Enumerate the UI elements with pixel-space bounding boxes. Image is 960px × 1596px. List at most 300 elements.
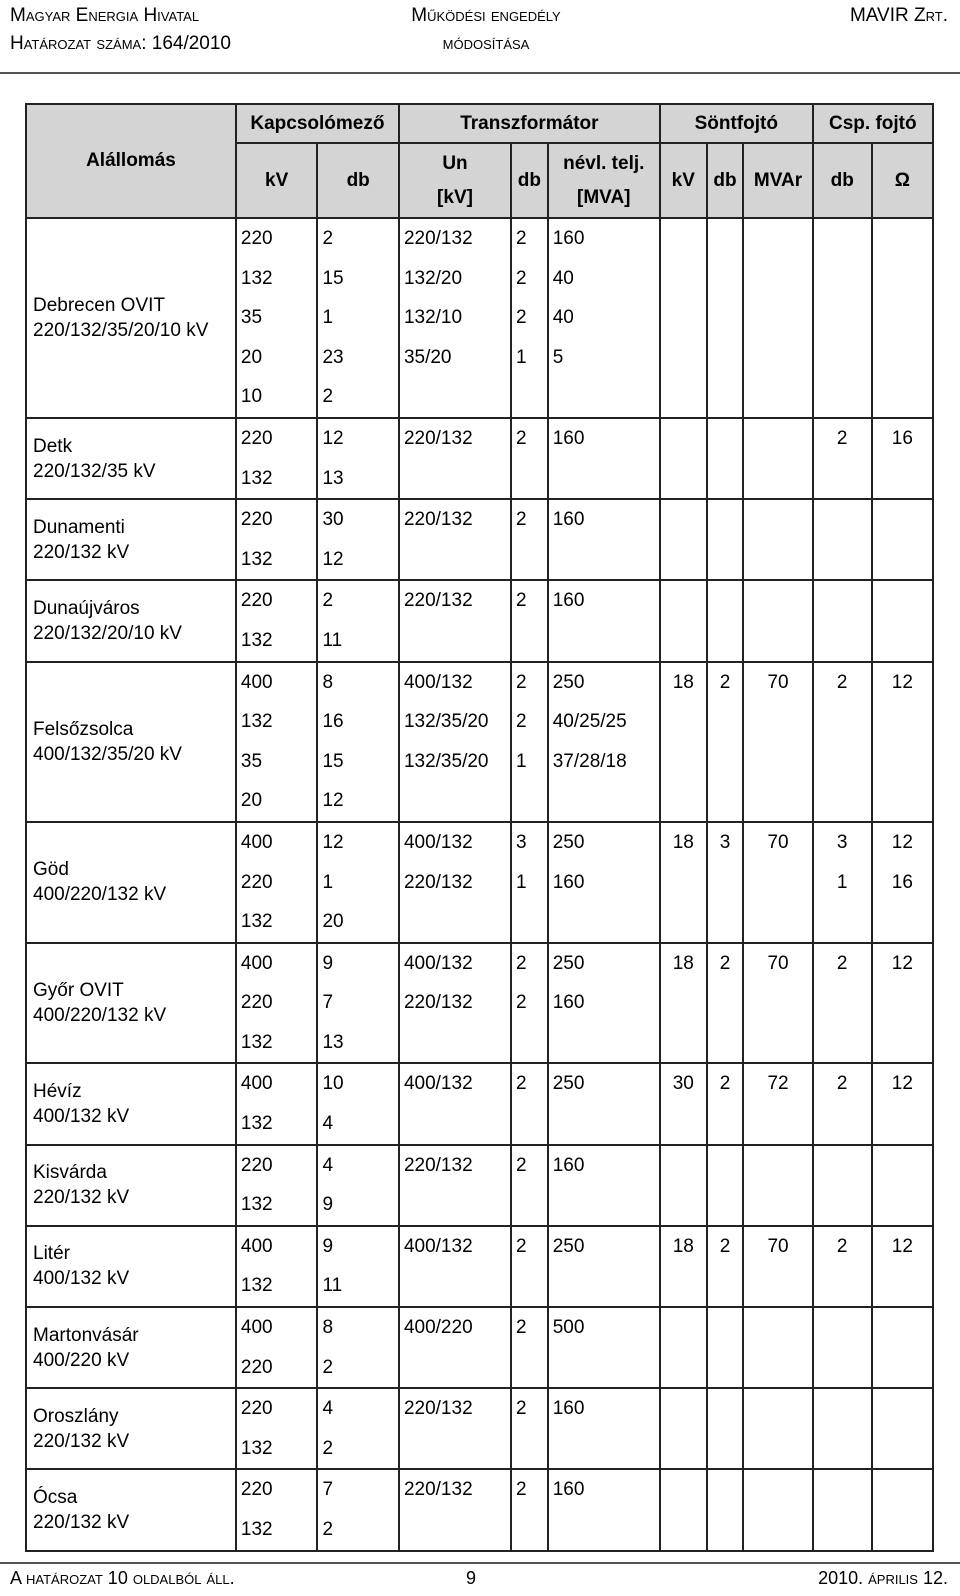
cell-switchgear-db-value: 12 — [322, 831, 344, 853]
cell-transformer-db-value — [516, 1266, 547, 1306]
cell-transformer-un — [399, 580, 511, 661]
col-header-shunt-db: db — [707, 143, 744, 218]
cell-reactor-ohm — [872, 1145, 933, 1226]
header-right — [850, 2, 948, 30]
cell-shunt-mvar — [743, 662, 812, 822]
cell-switchgear-db-value: 2 — [322, 228, 334, 249]
station-name-line: Oroszlány — [33, 1405, 119, 1427]
cell-shunt-kv — [660, 499, 707, 580]
cell-transformer-un-value: 400/132 — [403, 1235, 473, 1257]
cell-switchgear-db — [317, 662, 399, 822]
cell-switchgear-db — [317, 580, 399, 661]
cell-switchgear-kv — [236, 1145, 318, 1226]
cell-switchgear-db-value: 10 — [322, 1073, 344, 1095]
cell-transformer-un-value: 400/132 — [403, 831, 473, 853]
cell-switchgear-kv-value: 10 — [240, 386, 263, 408]
cell-switchgear-kv-value: 20 — [240, 346, 263, 368]
cell-switchgear-db-value: 4 — [322, 1154, 334, 1176]
cell-shunt-db-value — [708, 902, 743, 942]
cell-shunt-mvar-value — [744, 377, 811, 417]
cell-reactor-db — [813, 822, 872, 943]
cell-shunt-kv-value — [661, 1185, 706, 1225]
cell-reactor-ohm-value — [873, 983, 932, 1023]
cell-switchgear-kv — [236, 1388, 318, 1469]
cell-shunt-mvar-value — [744, 1266, 811, 1306]
cell-switchgear-kv — [236, 662, 318, 822]
cell-transformer-db-value — [516, 1510, 547, 1550]
cell-transformer-mva — [548, 1063, 660, 1144]
cell-switchgear-kv — [236, 1307, 318, 1388]
station-name-line: Dunamenti — [33, 516, 125, 538]
cell-reactor-db-value — [814, 1470, 871, 1510]
cell-transformer-db — [511, 1307, 548, 1388]
cell-reactor-ohm — [872, 1469, 933, 1550]
cell-transformer-mva-value: 500 — [552, 1317, 585, 1339]
cell-shunt-mvar — [743, 418, 812, 499]
cell-transformer-db — [511, 499, 548, 580]
cell-switchgear-db — [317, 1469, 399, 1550]
header-rule — [0, 72, 960, 74]
cell-shunt-mvar-value — [744, 863, 811, 903]
cell-transformer-un-value — [404, 1348, 510, 1388]
cell-transformer-db-value — [516, 1429, 547, 1469]
cell-shunt-kv-value — [661, 1266, 706, 1306]
cell-switchgear-kv — [236, 418, 318, 499]
cell-shunt-db-value — [708, 219, 743, 259]
cell-reactor-ohm — [872, 218, 933, 418]
cell-transformer-mva-value — [553, 377, 659, 417]
cell-shunt-db — [707, 1063, 744, 1144]
cell-reactor-ohm — [872, 943, 933, 1064]
cell-switchgear-kv-value: 35 — [240, 307, 263, 329]
cell-switchgear-kv — [236, 580, 318, 661]
table-row — [26, 662, 933, 822]
cell-switchgear-db-value: 15 — [322, 267, 344, 289]
cell-transformer-mva-value — [553, 1185, 659, 1225]
cell-transformer-mva — [548, 1469, 660, 1550]
cell-reactor-ohm-value: 12 — [891, 831, 913, 853]
cell-transformer-un-value: 132/35/20 — [403, 711, 489, 733]
cell-shunt-kv-value — [661, 1348, 706, 1388]
cell-transformer-un-value: 400/132 — [403, 1073, 473, 1095]
cell-transformer-mva — [548, 1307, 660, 1388]
table-row — [26, 580, 933, 661]
cell-transformer-db — [511, 943, 548, 1064]
cell-transformer-db-value: 2 — [516, 711, 527, 733]
cell-transformer-db-value — [516, 1104, 547, 1144]
cell-switchgear-db-value: 9 — [322, 1235, 334, 1257]
cell-shunt-db — [707, 662, 744, 822]
cell-shunt-db-value — [708, 259, 743, 299]
cell-reactor-ohm-value — [873, 1470, 932, 1510]
cell-transformer-un-value: 220/132 — [403, 1479, 473, 1501]
table-row — [26, 1063, 933, 1144]
cell-reactor-db-value: 1 — [836, 871, 848, 893]
cell-shunt-kv-value — [661, 1429, 706, 1469]
cell-shunt-db-value — [708, 1104, 743, 1144]
table-row — [26, 499, 933, 580]
cell-shunt-mvar — [743, 218, 812, 418]
cell-switchgear-kv-value: 35 — [240, 750, 263, 772]
header-row-groups — [26, 104, 933, 143]
cell-shunt-db — [707, 822, 744, 943]
cell-switchgear-kv — [236, 943, 318, 1064]
cell-transformer-un — [399, 499, 511, 580]
cell-transformer-un — [399, 218, 511, 418]
cell-reactor-db — [813, 1469, 872, 1550]
station-name — [26, 218, 236, 418]
cell-switchgear-kv-value: 220 — [240, 1398, 273, 1420]
cell-shunt-kv — [660, 1063, 707, 1144]
cell-reactor-ohm-value — [873, 1429, 932, 1469]
cell-shunt-mvar — [743, 1226, 812, 1307]
cell-transformer-db-value — [516, 377, 547, 417]
cell-shunt-mvar-value — [744, 1429, 811, 1469]
cell-shunt-db — [707, 580, 744, 661]
page-footer — [0, 1564, 960, 1594]
station-name-line: 220/132 kV — [33, 1187, 130, 1209]
station-name-line: 220/132 kV — [33, 1430, 130, 1452]
cell-reactor-ohm-value — [873, 1266, 932, 1306]
cell-transformer-un — [399, 418, 511, 499]
cell-transformer-mva-value — [553, 902, 659, 942]
col-header-db: db — [317, 143, 399, 218]
cell-shunt-kv-value — [661, 459, 706, 499]
cell-shunt-db-value — [708, 459, 743, 499]
cell-reactor-db-value: 3 — [836, 831, 848, 853]
cell-transformer-db-value: 2 — [516, 1073, 527, 1095]
cell-shunt-db — [707, 1226, 744, 1307]
cell-shunt-mvar-value — [744, 621, 811, 661]
cell-transformer-mva-value: 160 — [552, 427, 585, 449]
col-header-kv: kV — [236, 143, 318, 218]
cell-reactor-db-value — [814, 902, 871, 942]
cell-shunt-kv — [660, 1469, 707, 1550]
cell-switchgear-kv — [236, 1063, 318, 1144]
cell-transformer-mva — [548, 1226, 660, 1307]
station-name-line: Debrecen OVIT — [33, 294, 165, 316]
cell-transformer-db-value — [516, 621, 547, 661]
cell-transformer-un-value: 400/132 — [403, 952, 473, 974]
cell-transformer-db-value: 2 — [516, 1479, 527, 1501]
station-name-line: Ócsa — [33, 1487, 78, 1508]
cell-switchgear-db-value: 2 — [322, 1519, 334, 1540]
cell-transformer-un-value: 220/132 — [403, 590, 473, 612]
cell-switchgear-kv-value: 220 — [240, 228, 273, 249]
cell-shunt-db-value — [708, 863, 743, 903]
cell-shunt-mvar-value — [744, 338, 811, 378]
cell-transformer-un — [399, 1307, 511, 1388]
cell-reactor-ohm-value — [873, 621, 932, 661]
station-name — [26, 1469, 236, 1550]
station-name-line: Győr OVIT — [33, 980, 124, 1002]
col-header-sontfojto: Söntfojtó — [660, 104, 813, 143]
cell-switchgear-db-value: 8 — [322, 1317, 334, 1339]
cell-shunt-db-value — [708, 1470, 743, 1510]
cell-transformer-mva-value — [553, 540, 659, 580]
cell-reactor-db-value — [814, 1510, 871, 1550]
cell-switchgear-kv-value: 220 — [240, 992, 273, 1014]
cell-shunt-db-value — [708, 1429, 743, 1469]
station-name — [26, 943, 236, 1064]
cell-shunt-db — [707, 418, 744, 499]
cell-transformer-db-value: 2 — [516, 671, 527, 693]
cell-transformer-db-value: 2 — [516, 1317, 527, 1339]
cell-switchgear-db-value: 4 — [322, 1398, 334, 1420]
cell-reactor-db-value — [814, 1348, 871, 1388]
cell-switchgear-db-value: 11 — [322, 629, 343, 651]
cell-transformer-un-value: 132/10 — [403, 307, 463, 329]
cell-switchgear-db — [317, 822, 399, 943]
cell-reactor-db-value — [814, 338, 871, 378]
cell-shunt-db-value: 2 — [719, 952, 731, 974]
cell-transformer-mva-value: 160 — [552, 509, 585, 531]
cell-switchgear-kv-value: 132 — [240, 1519, 273, 1540]
cell-reactor-db — [813, 1307, 872, 1388]
cell-reactor-ohm — [872, 1307, 933, 1388]
station-name-line: 400/220/132 kV — [33, 884, 167, 906]
cell-switchgear-db — [317, 1307, 399, 1388]
header-company: MAVIR Zrt. — [849, 5, 948, 26]
cell-transformer-mva-value: 250 — [552, 952, 585, 974]
cell-shunt-mvar — [743, 1063, 812, 1144]
cell-transformer-db — [511, 822, 548, 943]
cell-shunt-mvar — [743, 1388, 812, 1469]
col-header-shunt-kv: kV — [660, 143, 707, 218]
cell-shunt-kv-value — [661, 1308, 706, 1348]
cell-shunt-kv-value: 30 — [672, 1073, 694, 1095]
cell-transformer-mva-value: 250 — [552, 1073, 585, 1095]
cell-shunt-mvar — [743, 1145, 812, 1226]
cell-reactor-db-value — [814, 983, 871, 1023]
cell-shunt-db-value — [708, 338, 743, 378]
cell-shunt-mvar-value — [744, 1510, 811, 1550]
cell-switchgear-kv-value: 400 — [240, 831, 273, 853]
cell-switchgear-db — [317, 1226, 399, 1307]
cell-transformer-un — [399, 822, 511, 943]
cell-transformer-db — [511, 662, 548, 822]
cell-transformer-un-value: 220/132 — [403, 1398, 473, 1420]
cell-shunt-db-value — [708, 621, 743, 661]
cell-reactor-db-value — [814, 1185, 871, 1225]
cell-switchgear-db-value: 9 — [322, 952, 334, 974]
cell-transformer-mva-value: 250 — [552, 671, 585, 693]
cell-shunt-db-value — [708, 1510, 743, 1550]
cell-switchgear-db-value: 20 — [322, 911, 344, 933]
cell-transformer-mva — [548, 218, 660, 418]
table-row — [26, 218, 933, 418]
cell-switchgear-db-value: 12 — [322, 427, 344, 449]
cell-reactor-db-value — [814, 702, 871, 742]
cell-transformer-db-value — [516, 1023, 547, 1063]
cell-shunt-db — [707, 1307, 744, 1388]
cell-transformer-db-value: 2 — [516, 992, 527, 1014]
cell-shunt-mvar-value — [744, 702, 811, 742]
footer-date: 2010. április 12. — [818, 1568, 948, 1588]
cell-shunt-mvar-value: 70 — [767, 671, 789, 693]
cell-reactor-db-value — [814, 1146, 871, 1186]
cell-shunt-db-value — [708, 419, 743, 459]
cell-reactor-db-value — [814, 1389, 871, 1429]
cell-transformer-mva-value — [553, 1510, 659, 1550]
cell-shunt-kv-value — [661, 702, 706, 742]
cell-shunt-kv-value — [661, 219, 706, 259]
cell-shunt-kv-value — [661, 781, 706, 821]
cell-transformer-mva-value — [553, 1266, 659, 1306]
cell-transformer-un-value — [404, 459, 510, 499]
cell-shunt-mvar — [743, 943, 812, 1064]
cell-transformer-un-value: 400/132 — [403, 671, 473, 693]
cell-transformer-db-value: 2 — [516, 590, 527, 612]
cell-transformer-un-value: 220/132 — [403, 871, 473, 893]
cell-transformer-un-value: 400/220 — [403, 1317, 473, 1339]
cell-transformer-db-value: 2 — [516, 509, 527, 531]
cell-switchgear-kv-value: 220 — [240, 1356, 273, 1378]
cell-shunt-kv — [660, 580, 707, 661]
cell-reactor-ohm-value — [873, 581, 932, 621]
cell-transformer-un — [399, 1063, 511, 1144]
cell-shunt-kv-value — [661, 902, 706, 942]
cell-switchgear-db-value: 2 — [322, 1356, 334, 1378]
cell-switchgear-kv-value: 220 — [240, 1479, 273, 1501]
cell-shunt-mvar-value — [744, 1308, 811, 1348]
cell-switchgear-db-value: 7 — [322, 992, 334, 1014]
cell-transformer-db-value: 2 — [516, 1398, 527, 1420]
cell-shunt-db-value — [708, 1389, 743, 1429]
cell-switchgear-db — [317, 1145, 399, 1226]
header-left — [10, 2, 231, 58]
cell-reactor-db — [813, 418, 872, 499]
cell-switchgear-kv-value: 132 — [240, 1113, 273, 1135]
cell-transformer-un-value — [404, 621, 510, 661]
cell-transformer-un — [399, 662, 511, 822]
cell-transformer-db-value — [516, 1185, 547, 1225]
cell-reactor-db — [813, 1063, 872, 1144]
cell-shunt-db-value: 2 — [719, 1073, 731, 1095]
col-header-kapcsolomezo: Kapcsolómező — [236, 104, 399, 143]
cell-shunt-mvar-value: 70 — [767, 831, 789, 853]
cell-reactor-ohm-value — [873, 1348, 932, 1388]
cell-transformer-un-value — [404, 1023, 510, 1063]
cell-switchgear-kv — [236, 1469, 318, 1550]
station-name — [26, 1388, 236, 1469]
cell-shunt-db — [707, 1388, 744, 1469]
station-name — [26, 822, 236, 943]
cell-switchgear-db-value: 9 — [322, 1194, 334, 1216]
cell-switchgear-db-value: 15 — [322, 750, 344, 772]
cell-switchgear-kv-value: 132 — [240, 711, 273, 733]
footer-page-number: 9 — [466, 1568, 477, 1588]
station-name-line: 400/132/35/20 kV — [33, 743, 182, 765]
station-name-line: 220/132/20/10 kV — [33, 622, 182, 644]
cell-switchgear-kv-value: 132 — [240, 267, 273, 289]
cell-reactor-db-value — [814, 1429, 871, 1469]
cell-switchgear-kv-value: 132 — [240, 911, 273, 933]
footer-page-count: A határozat 10 oldalból áll. — [10, 1568, 235, 1588]
cell-transformer-un — [399, 1226, 511, 1307]
header-doc-type: Működési engedély — [411, 5, 561, 26]
page-header — [0, 0, 960, 60]
station-name-line: 220/132 kV — [33, 541, 130, 563]
cell-reactor-db — [813, 1145, 872, 1226]
table-row — [26, 418, 933, 499]
cell-transformer-un-value: 220/132 — [403, 1154, 473, 1176]
station-name-line: 220/132/35/20/10 kV — [33, 319, 209, 341]
cell-transformer-db — [511, 1469, 548, 1550]
cell-reactor-db-value: 2 — [836, 427, 848, 449]
cell-transformer-mva-value — [553, 1429, 659, 1469]
cell-transformer-db-value: 2 — [516, 427, 527, 449]
cell-switchgear-db-value: 8 — [322, 671, 334, 693]
table-row — [26, 822, 933, 943]
cell-switchgear-db-value: 13 — [322, 467, 344, 489]
cell-shunt-kv — [660, 943, 707, 1064]
cell-transformer-db — [511, 1145, 548, 1226]
cell-transformer-un — [399, 1469, 511, 1550]
cell-transformer-mva-value — [553, 459, 659, 499]
cell-shunt-mvar — [743, 1307, 812, 1388]
header-decision-number: Határozat száma: 164/2010 — [10, 33, 231, 54]
cell-transformer-mva-value: 160 — [552, 1154, 585, 1176]
cell-reactor-db-value — [814, 500, 871, 540]
table-row — [26, 1145, 933, 1226]
cell-reactor-ohm-value — [873, 781, 932, 821]
cell-shunt-mvar-value — [744, 1023, 811, 1063]
cell-shunt-mvar-value — [744, 1348, 811, 1388]
cell-transformer-un-value — [404, 781, 510, 821]
cell-transformer-db — [511, 418, 548, 499]
cell-switchgear-db-value: 16 — [322, 711, 344, 733]
cell-transformer-db-value: 2 — [516, 1154, 527, 1176]
cell-transformer-mva-value — [553, 1023, 659, 1063]
cell-reactor-db-value: 2 — [836, 1073, 848, 1095]
station-name-line: Martonvásár — [33, 1324, 139, 1346]
cell-shunt-db-value — [708, 983, 743, 1023]
cell-transformer-db-value: 3 — [516, 831, 527, 853]
cell-reactor-ohm-value — [873, 298, 932, 338]
cell-transformer-db-value: 1 — [516, 346, 527, 368]
cell-switchgear-db — [317, 499, 399, 580]
header-authority: Magyar Energia Hivatal — [10, 5, 200, 26]
cell-switchgear-kv-value: 132 — [240, 1437, 273, 1459]
cell-transformer-db-value: 1 — [516, 871, 527, 893]
table-row — [26, 1226, 933, 1307]
table-row — [26, 1388, 933, 1469]
cell-shunt-kv — [660, 1307, 707, 1388]
station-name — [26, 662, 236, 822]
cell-switchgear-kv-value: 132 — [240, 1194, 273, 1216]
cell-switchgear-db — [317, 943, 399, 1064]
cell-shunt-db-value — [708, 702, 743, 742]
cell-switchgear-kv-value: 400 — [240, 1073, 273, 1095]
cell-transformer-un-value — [404, 1104, 510, 1144]
cell-shunt-kv-value — [661, 298, 706, 338]
cell-shunt-mvar-value — [744, 581, 811, 621]
station-name-line: Kisvárda — [33, 1162, 107, 1184]
cell-reactor-db-value — [814, 1104, 871, 1144]
cell-switchgear-db-value: 23 — [322, 346, 344, 368]
cell-reactor-ohm-value — [873, 540, 932, 580]
cell-reactor-ohm — [872, 1388, 933, 1469]
cell-shunt-kv — [660, 662, 707, 822]
cell-shunt-db-value — [708, 1185, 743, 1225]
cell-reactor-ohm-value — [873, 459, 932, 499]
cell-transformer-mva — [548, 822, 660, 943]
cell-shunt-kv — [660, 822, 707, 943]
cell-transformer-mva — [548, 1388, 660, 1469]
cell-reactor-ohm-value — [873, 742, 932, 782]
cell-shunt-db-value — [708, 377, 743, 417]
